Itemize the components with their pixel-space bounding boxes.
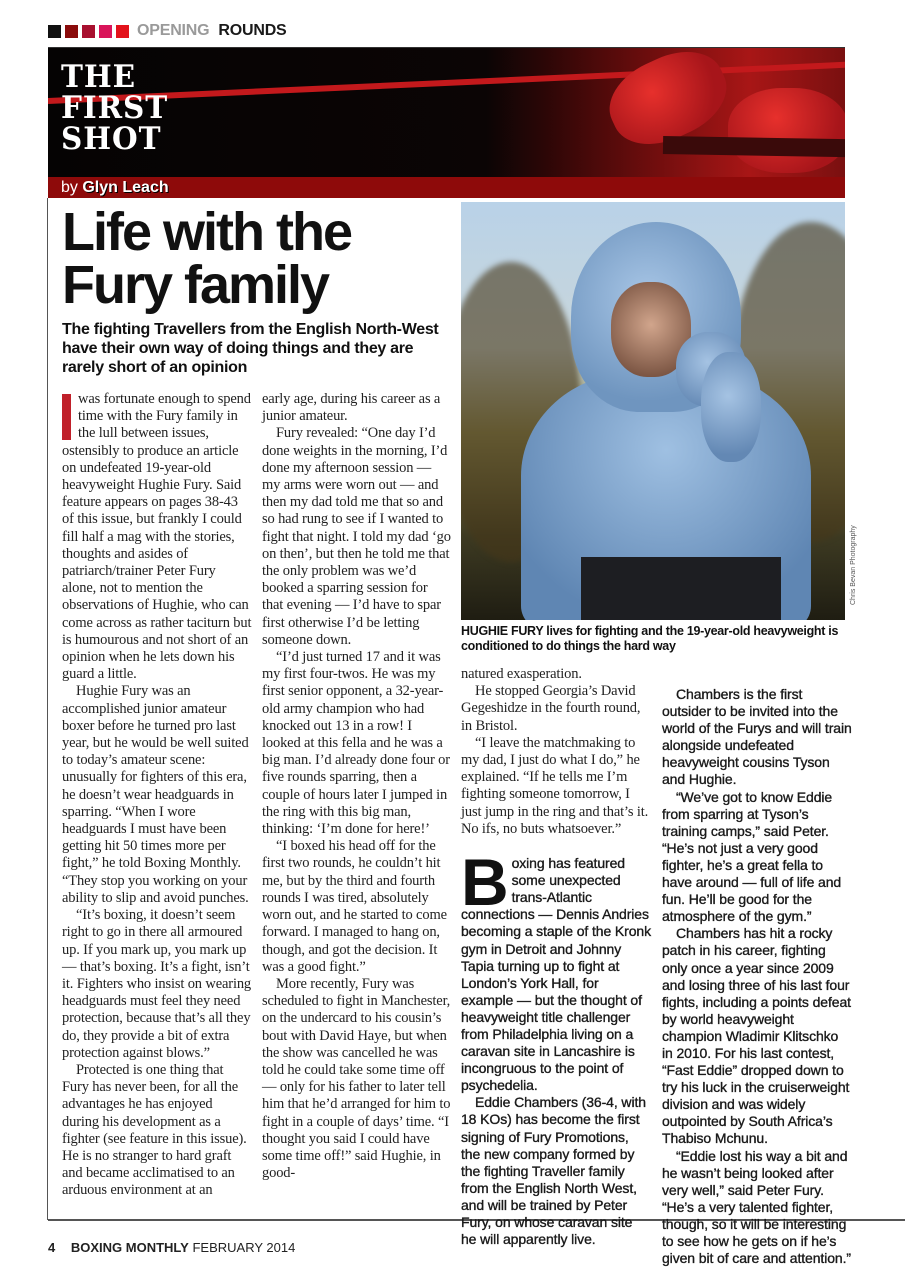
left-body-columns	[62, 391, 452, 1200]
photo-credit: Chris Bevan Photography	[850, 525, 857, 605]
color-square	[48, 25, 61, 38]
body-column-1	[62, 391, 252, 1200]
headline: Life with the Fury family	[62, 202, 351, 315]
arm-image	[701, 352, 761, 462]
paragraph: Fury revealed: “One day I’d done weights in the morning, I’d done my afternoon session — my arms were worn out — and then my dad told me that so and so had rung to see if I wanted to fight that night. I told my dad ‘go on then’, but then he told me that the only problem was we’d booked a sparring session for that evening — I’d have to spar first otherwise I’d be letting someone down.	[262, 425, 451, 648]
series-title-line: THE	[61, 59, 137, 95]
paragraph: natured exasperation.	[461, 666, 582, 682]
column-banner	[48, 47, 845, 177]
photo-caption: HUGHIE FURY lives for fighting and the 19-year-old heavyweight is conditioned to do things the hard way	[461, 624, 839, 653]
body-column-2	[262, 391, 452, 1182]
article-right-stack	[461, 624, 851, 1267]
color-square	[116, 25, 129, 38]
paragraph: He stopped Georgia’s David Gegeshidze in the fourth round, in Bristol.	[461, 683, 641, 734]
trousers-image	[581, 557, 781, 620]
body-column-3	[461, 666, 651, 1248]
paragraph: “Eddie lost his way a bit and he wasn’t being looked after very well,” said Peter Fury. “He’s a very talented fighter, though, so it will be interesting to see how he gets on if he’s given bit of care and attention.”	[662, 1147, 851, 1267]
standfirst: The fighting Travellers from the English North-West have their own way of doing things and they are rarely short of an opinion	[62, 321, 439, 376]
series-title-line: FIRST	[61, 90, 169, 126]
column-rule	[47, 198, 48, 1220]
color-square	[65, 25, 78, 38]
body-column-4	[662, 666, 852, 1267]
series-title-line: SHOT	[61, 121, 162, 157]
drop-cap-i	[62, 394, 71, 440]
paragraph: Eddie Chambers (36-4, with 18 KOs) has become the first signing of Fury Promotions, the new company formed by the fighting Traveller family from the English North West, and will be trained by Peter Fury, on whose caravan site he will apparently live.	[461, 1094, 646, 1248]
article-left-stack	[62, 202, 452, 1200]
section-label-grey: OPENING	[137, 22, 210, 39]
right-body-columns	[461, 666, 851, 1267]
paragraph: Chambers is the first outsider to be invited into the world of the Furys and will train alongside undefeated heavyweight cousins Tyson and Hughie.	[662, 686, 852, 788]
paragraph: “I leave the matchmaking to my dad, I just do what I do,” he explained. “If he tells me I’m fighting someone tomorrow, I just jump in the ring and that’s it. No ifs, no buts whatsoever.”	[461, 734, 649, 837]
color-square	[82, 25, 95, 38]
color-square	[99, 25, 112, 38]
paragraph: was fortunate enough to spend time with the Fury family in the lull between issues, ostensibly to produce an article on undefeated 19-year-old heavyweight Hughie Fury. Said feature appears on pages 38-43 of this issue, but frankly I could fill half a mag with the stories, thoughts and asides of patriarch/trainer Peter Fury alone, not to mention the observations of Hughie, who can come across as rather taciturn but is humourous and not short of an opinion when he lets down his guard a little.	[62, 391, 252, 683]
page-number: 4	[48, 1240, 56, 1255]
paragraph: Protected is one thing that Fury has never been, for all the advantages he has enjoyed during his development as a fighter (see feature in this issue). He is no stranger to hard graft and became acclimatised to an arduous environment at an	[62, 1061, 247, 1199]
paragraph: “It’s boxing, it doesn’t seem right to go in there all armoured up. If you mark up, you mark up — that’s boxing. It’s a fight, isn’t it. Fighters who insist on wearing headguards must feel they need protection, because that’s all they do, they provide a bit of extra protection against blows.”	[62, 907, 252, 1061]
page-footer	[48, 1240, 295, 1255]
section-kicker	[48, 22, 287, 40]
stool-image	[663, 136, 845, 158]
paragraph: Hughie Fury was an accomplished junior amateur boxer before he turned pro last year, but he would be well suited to today’s amateur scene: unusually for fighters of this era, he doesn’t wear headguards in sparring. “When I wore headguards I must have been getting hit 50 times more per fight,” he told Boxing Monthly. “They stop you working on your ability to slip and avoid punches.	[62, 683, 249, 906]
paragraph: early age, during his career as a junior amateur.	[262, 391, 441, 425]
issue-date: FEBRUARY 2014	[192, 1240, 296, 1255]
boxing-glove-image	[728, 88, 845, 173]
byline-prefix: by	[61, 179, 78, 196]
byline	[48, 177, 845, 198]
series-title	[61, 59, 169, 157]
paragraph: More recently, Fury was scheduled to fight in Manchester, on the undercard to his cousin’s bout with David Haye, but when the show was cancelled he was told he could take some time off — only for his father to later tell him that he’d arranged for him to fight in a couple of days’ time. “I thought you said I could have some time off!” said Hughie, in good-	[262, 975, 451, 1182]
paragraph: “I’d just turned 17 and it was my first four-twos. He was my first senior opponent, a 32-year-old army champion who had knocked out 13 in a row! I looked at this fella and he was a big man. I’d already done four or five rounds sparring, then a couple of hours later I jumped in the ring with this big man, thinking: ‘I’m done for here!’	[262, 649, 450, 838]
paragraph: Boxing has featured some unexpected trans-Atlantic connections — Dennis Andries becoming a staple of the Kronk gym in Detroit and Johnny Tapia turning up to fight at London’s York Hall, for example — but the thought of heavyweight title challenger from Philadelphia living on a caravan site in Lancashire is incongruous to the point of psychedelia.	[461, 845, 652, 1094]
paragraph: Chambers has hit a rocky patch in his career, fighting only once a year since 2009 and losing three of his last four fights, including a points defeat by world heavyweight champion Wladimir Klitschko in 2010. For his last contest, “Fast Eddie” dropped down to try his luck in the cruiserweight division and was widely outpointed by South Africa’s Thabiso Mchunu.	[662, 925, 851, 1147]
hughie-fury-photo	[461, 202, 845, 620]
byline-author: Glyn Leach	[82, 179, 169, 196]
paragraph: “We’ve got to know Eddie from sparring at Tyson’s training camps,” said Peter. “He’s not just a very good fighter, he’s a great fella to have around — full of life and fun. He’ll be good for the atmosphere of the gym.”	[662, 788, 842, 925]
magazine-name: BOXING MONTHLY	[70, 1240, 189, 1255]
section-label-dark: ROUNDS	[218, 22, 287, 39]
drop-cap-b: B	[461, 845, 509, 920]
paragraph: “I boxed his head off for the first two rounds, he couldn’t hit me, but by the third and fourth rounds I was tired, absolutely worn out, and he started to come forward. I managed to hang on, though, and got the decision. It was a good fight.”	[262, 838, 447, 975]
